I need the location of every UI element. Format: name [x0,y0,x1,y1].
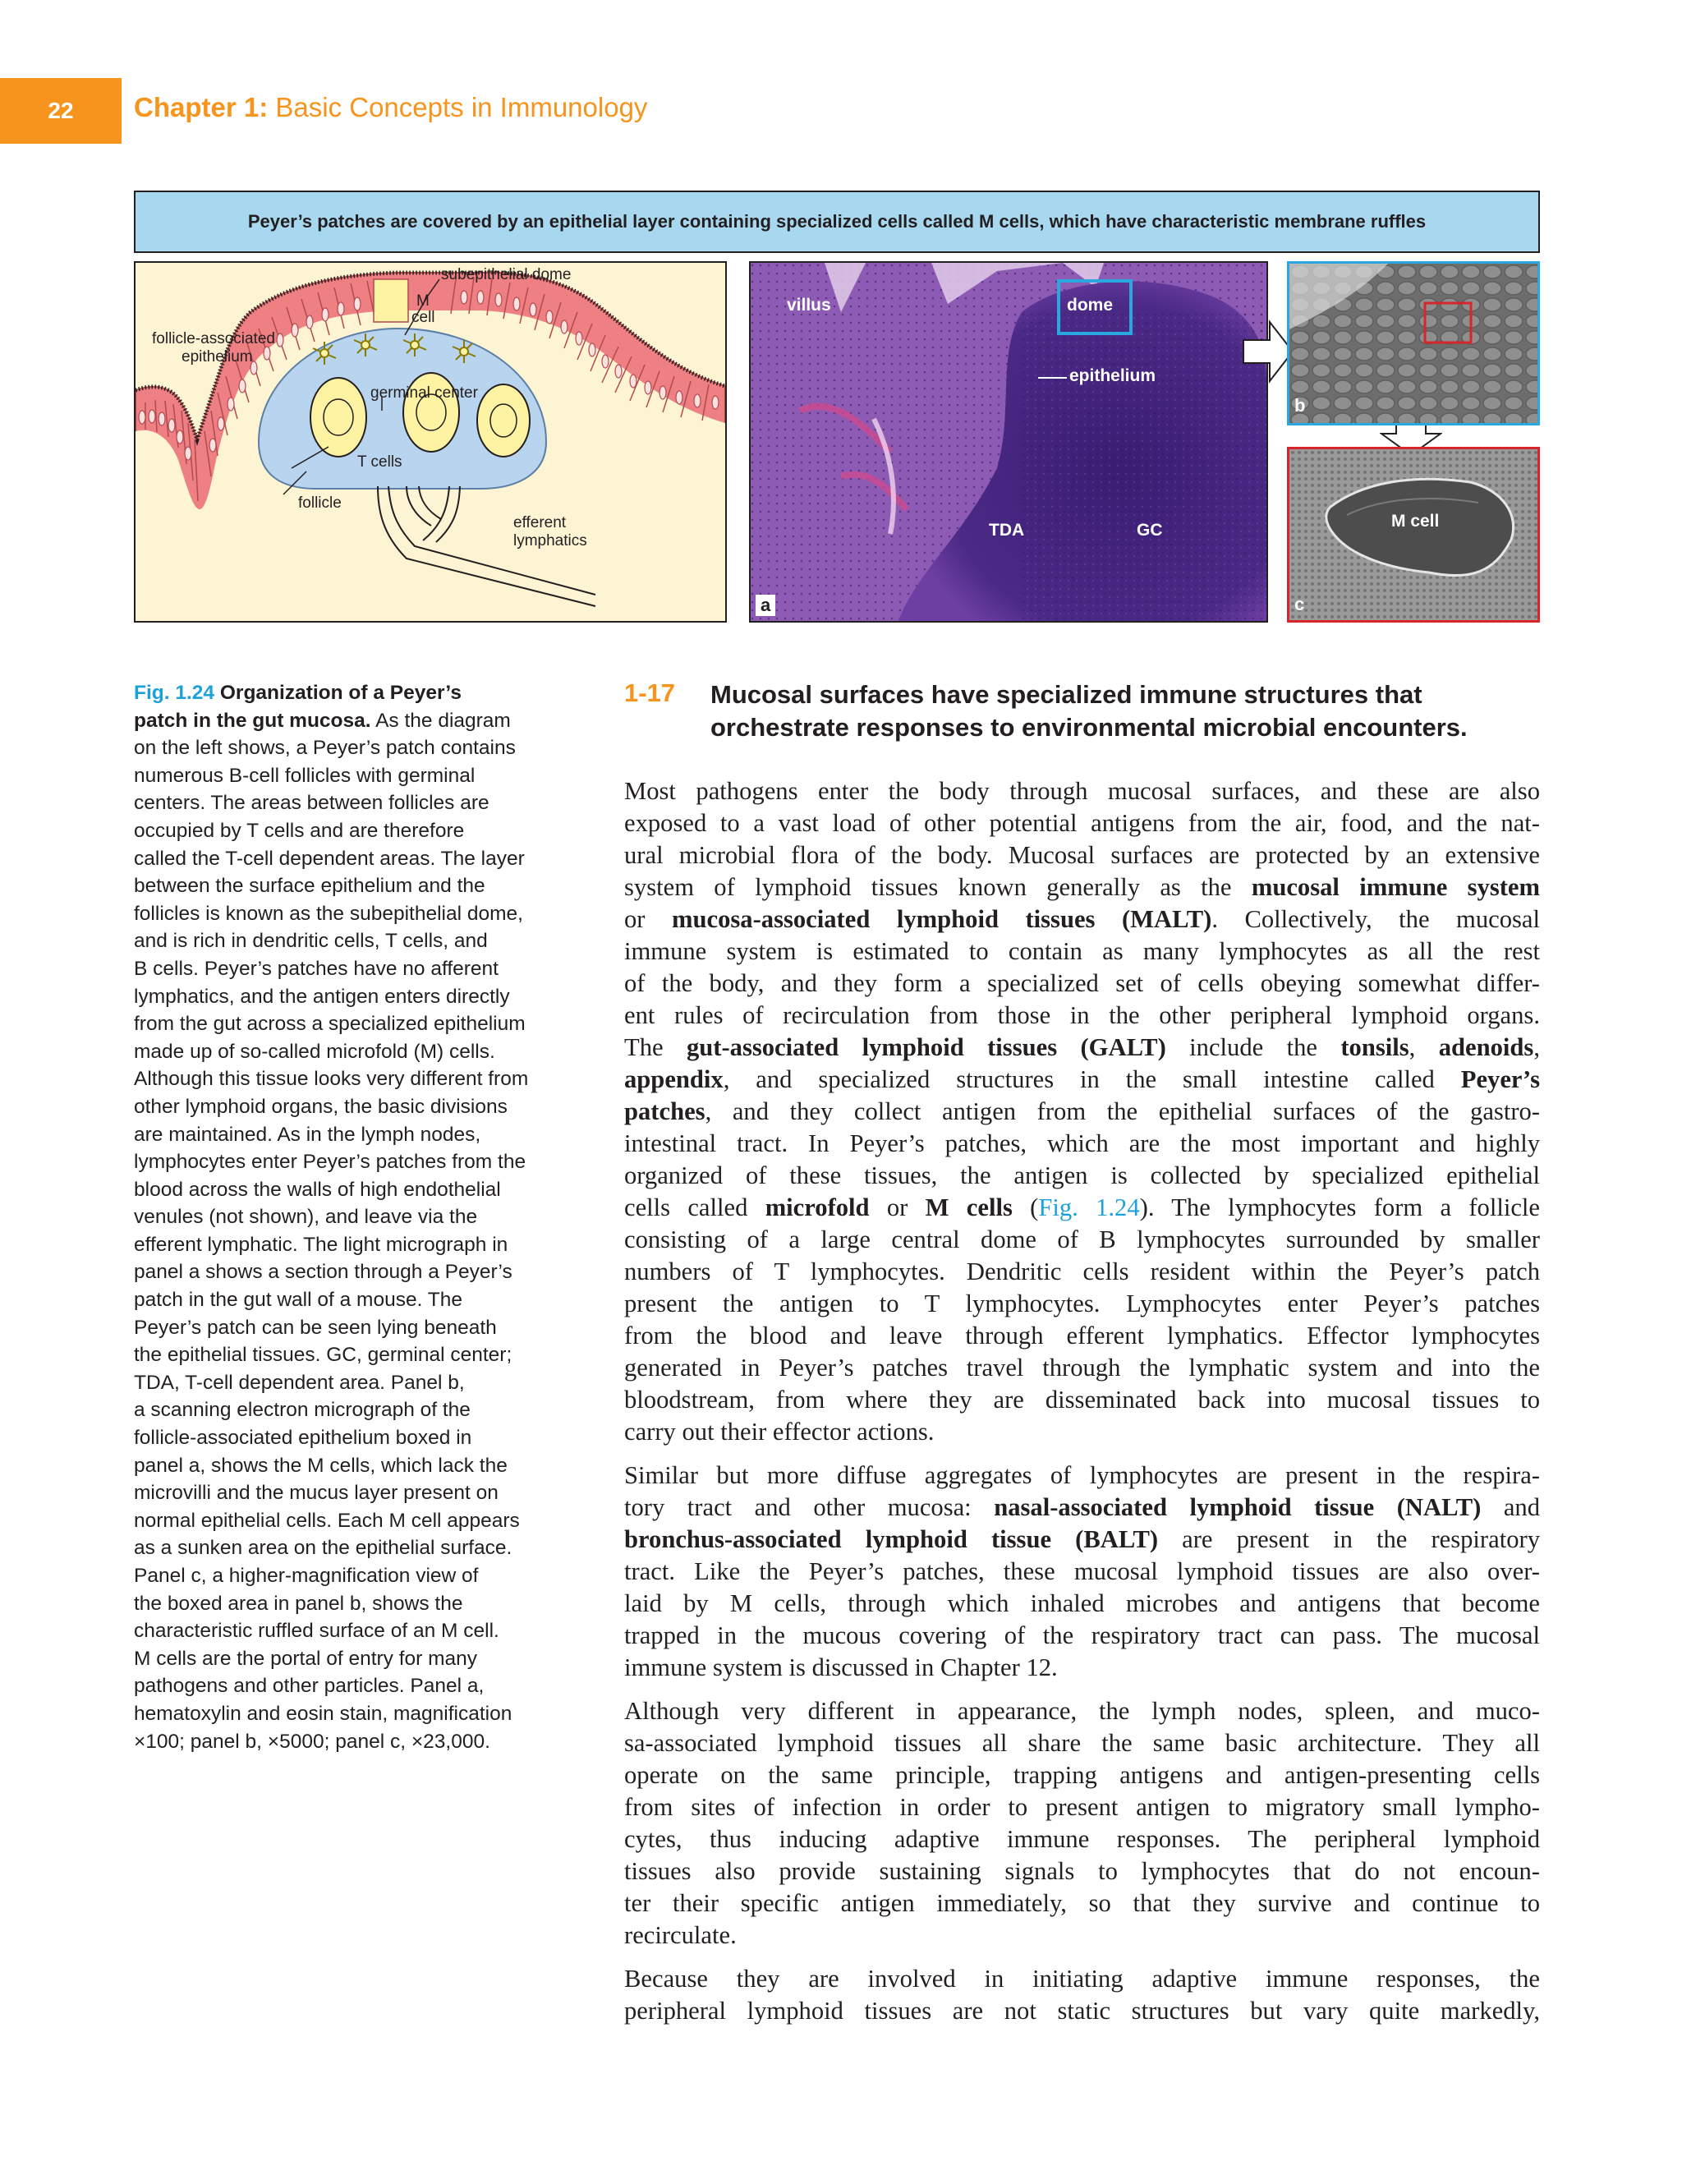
text-line: laid by M cells, through which inhaled microbes and antigens that become [624,1589,1540,1617]
text-run: ( [1012,1193,1039,1221]
label-villus: villus [787,296,831,315]
caption-line: numerous B-cell follicles with germinal [134,764,476,787]
caption-line: as a sunken area on the epithelial surface. [134,1537,512,1560]
text-run: , and they collect antigen from the epithelial surfaces of the gastro- [705,1097,1540,1125]
text-run: , [1533,1033,1540,1061]
text-run: are present in the respiratory [1158,1525,1540,1553]
chapter-label: Chapter 1: [134,92,269,122]
caption-fig-number: Fig. 1.24 [134,682,215,704]
text-run: and [1481,1493,1541,1521]
micrograph-panel-c [1287,447,1540,623]
figure-caption [134,679,577,1755]
panel-letter-b: b [1294,395,1306,416]
caption-line: B cells. Peyer’s patches have no afferent [134,957,499,980]
caption-line [134,679,577,707]
text-line: cytes, thus inducing adaptive immune responses. The peripheral lymphoid [624,1825,1540,1853]
caption-line: patch in the gut wall of a mouse. The [134,1289,462,1312]
sem-image-c [1289,449,1537,620]
term-peyers: Peyer’s [1460,1065,1540,1093]
text-line: generated in Peyer’s patches travel through the lymphatic system and into the [624,1354,1540,1382]
section-title [710,678,1468,744]
text-run: The [624,1033,687,1061]
micrograph-panel-a [749,261,1268,623]
text-line: of the body, and they form a specialized set of cells obeying somewhat differ- [624,969,1540,997]
caption-line: lymphocytes enter Peyer’s patches from the [134,1151,526,1174]
chapter-heading [134,92,647,123]
term-patches: patches [624,1097,705,1125]
label-efferent: efferent [513,514,567,531]
caption-line: lymphatics, and the antigen enters directly [134,985,510,1008]
text-line [624,1192,1540,1224]
micrograph-panel-b [1287,261,1540,425]
caption-line: a scanning electron micrograph of the [134,1399,471,1422]
text-line [624,1492,1540,1524]
term-appendix: appendix [624,1065,724,1093]
caption-line: Panel c, a higher-magnification view of [134,1565,479,1587]
section-title-line: Mucosal surfaces have specialized immune structures that [710,680,1422,709]
text-line: present the antigen to T lymphocytes. Lymphocytes enter Peyer’s patches [624,1290,1540,1317]
caption-line: Peyer’s patch can be seen lying beneath [134,1316,497,1339]
caption-line: M cells are the portal of entry for many [134,1647,478,1670]
label-epithelium: epithelium [182,348,253,366]
caption-line: panel a shows a section through a Peyer’s [134,1261,512,1284]
caption-text: As the diagram [375,709,511,732]
text-line [624,1032,1540,1064]
text-line: numbers of T lymphocytes. Dendritic cells resident within the Peyer’s patch [624,1258,1540,1285]
text-run: or [624,905,672,933]
caption-title: Organization of a Peyer’s [219,682,462,704]
text-line [624,1524,1540,1556]
text-line: sa-associated lymphoid tissues all share the same basic architecture. They all [624,1729,1540,1757]
label-lymphatics: lymphatics [513,532,587,549]
peyers-patch-diagram [134,261,727,623]
term-microfold: microfold [765,1193,870,1221]
term-mucosal-immune-system: mucosal immune system [1251,873,1540,901]
caption-title-cont: patch in the gut mucosa. [134,709,371,732]
text-run: or [869,1193,926,1221]
caption-line: blood across the walls of high endothelial [134,1178,501,1201]
caption-lines [134,734,577,1755]
text-line: ter their specific antigen immediately, so that they survive and continue to [624,1889,1540,1917]
label-dome: dome [1067,296,1114,315]
text-run: ). The lymphocytes form a follicle [1139,1193,1540,1221]
figure-banner: Peyer’s patches are covered by an epithelial layer containing specialized cells called M cells, which have characteristic membrane ruffles [134,191,1540,253]
label-follicle: follicle [298,494,342,512]
term-nalt: nasal-associated lymphoid tissue (NALT) [994,1493,1482,1521]
text-run: cells called [624,1193,765,1221]
text-run: , [1409,1033,1439,1061]
label-germinal-center: germinal center [370,384,478,402]
caption-line: normal epithelial cells. Each M cell appears [134,1509,520,1532]
section-title-line: orchestrate responses to environmental microbial encounters. [710,713,1468,742]
caption-line: and is rich in dendritic cells, T cells, and [134,930,488,953]
paragraph-1 [624,775,1540,1448]
caption-line: other lymphoid organs, the basic divisions [134,1095,508,1118]
text-run: , and specialized structures in the small intestine called [723,1065,1461,1093]
text-line: carry out their effector actions. [624,1418,935,1446]
label-epithelium-micrograph: epithelium [1069,366,1156,385]
text-line [624,1064,1540,1096]
caption-line: panel a, shows the M cells, which lack the [134,1454,508,1477]
caption-line: between the surface epithelium and the [134,875,485,898]
text-run: system of lymphoid tissues known generally as the [624,873,1252,901]
term-balt: bronchus-associated lymphoid tissue (BALT) [624,1525,1159,1553]
term-malt: mucosa-associated lymphoid tissues (MALT) [672,905,1212,933]
caption-line: are maintained. As in the lymph nodes, [134,1123,481,1146]
he-stain-image [751,263,1266,621]
text-line: ent rules of recirculation from those in the other peripheral lymphoid organs. [624,1001,1540,1029]
label-subepithelial-dome: subepithelial dome [441,266,572,283]
text-line: peripheral lymphoid tissues are not static structures but vary quite markedly, [624,1997,1540,2025]
label-t-cells: T cells [357,453,402,471]
caption-line: microvilli and the mucus layer present on [134,1482,499,1505]
caption-line: TDA, T-cell dependent area. Panel b, [134,1371,465,1394]
text-line: consisting of a large central dome of B lymphocytes surrounded by smaller [624,1225,1540,1253]
text-line: organized of these tissues, the antigen is collected by specialized epithelial [624,1161,1540,1189]
paragraph-3 [624,1695,1540,1952]
text-line: Because they are involved in initiating adaptive immune responses, the [624,1965,1540,1993]
term-adenoids: adenoids [1438,1033,1534,1061]
paragraph-2 [624,1460,1540,1684]
text-line [624,903,1540,936]
text-run: include the [1165,1033,1341,1061]
text-line: from sites of infection in order to present antigen to migratory small lympho- [624,1793,1540,1821]
caption-line: follicle-associated epithelium boxed in [134,1427,472,1450]
text-line: ural microbial flora of the body. Mucosal surfaces are protected by an extensive [624,841,1540,869]
caption-line: hematoxylin and eosin stain, magnification [134,1702,512,1725]
term-tonsils: tonsils [1340,1033,1409,1061]
text-line [624,1096,1540,1128]
label-m-cell: M cell [1391,512,1440,531]
m-cell-shape [374,279,408,322]
text-line: immune system is discussed in Chapter 12. [624,1653,1058,1681]
paragraph-4 [624,1963,1540,2027]
text-line: trapped in the mucous covering of the respiratory tract can pass. The mucosal [624,1621,1540,1649]
text-line: bloodstream, from where they are disseminated back into mucosal tissues to [624,1386,1540,1414]
text-line: Similar but more diffuse aggregates of lymphocytes are present in the respira- [624,1461,1540,1489]
caption-line: the epithelial tissues. GC, germinal center; [134,1344,512,1367]
text-line: recirculate. [624,1921,737,1949]
text-line [624,871,1540,903]
caption-line: venules (not shown), and leave via the [134,1206,478,1229]
caption-line: the boxed area in panel b, shows the [134,1592,463,1615]
caption-line: follicles is known as the subepithelial dome, [134,902,523,925]
text-line: intestinal tract. In Peyer’s patches, which are the most important and highly [624,1129,1540,1157]
caption-line: on the left shows, a Peyer’s patch contains [134,737,516,760]
body-text [624,775,1540,2039]
sem-image-b [1289,264,1537,423]
caption-line: ×100; panel b, ×5000; panel c, ×23,000. [134,1730,490,1753]
caption-line: characteristic ruffled surface of an M cell. [134,1620,499,1643]
text-line: tissues also provide sustaining signals to lymphocytes that do not encoun- [624,1857,1540,1885]
text-line: immune system is estimated to contain as many lymphocytes as all the rest [624,937,1540,965]
text-line: Most pathogens enter the body through mucosal surfaces, and these are also [624,777,1540,805]
caption-line: Although this tissue looks very different from [134,1068,529,1091]
term-galt: gut-associated lymphoid tissues (GALT) [686,1033,1166,1061]
label-tda: TDA [989,521,1025,540]
text-run: tory tract and other mucosa: [624,1493,995,1521]
caption-line: occupied by T cells and are therefore [134,819,465,842]
caption-line [134,707,577,735]
label-cell: cell [411,309,435,326]
caption-line: called the T-cell dependent areas. The layer [134,847,525,870]
text-line: from the blood and leave through efferent lymphatics. Effector lymphocytes [624,1322,1540,1349]
page-number: 22 [0,78,122,144]
chapter-title: Basic Concepts in Immunology [275,92,648,122]
text-line: Although very different in appearance, the lymph nodes, spleen, and muco- [624,1697,1540,1725]
panel-letter-c: c [1294,594,1305,614]
figure-reference-link[interactable]: Fig. 1.24 [1038,1193,1140,1221]
text-run: . Collectively, the mucosal [1211,905,1540,933]
caption-line: efferent lymphatic. The light micrograph in [134,1233,508,1256]
caption-line: made up of so-called microfold (M) cells. [134,1040,495,1063]
caption-line: pathogens and other particles. Panel a, [134,1675,485,1698]
section-number: 1-17 [624,678,676,707]
label-follicle-associated: follicle-associated [152,330,275,347]
text-line: exposed to a vast load of other potential antigens from the air, food, and the nat- [624,809,1540,837]
caption-line: from the gut across a specialized epithelium [134,1013,526,1036]
text-line: tract. Like the Peyer’s patches, these mucosal lymphoid tissues are also over- [624,1557,1540,1585]
text-line: operate on the same principle, trapping antigens and antigen-presenting cells [624,1761,1540,1789]
label-m: M [416,292,430,310]
caption-line: centers. The areas between follicles are [134,792,489,815]
label-gc: GC [1137,521,1163,540]
term-m-cells: M cells [925,1193,1013,1221]
panel-letter-a: a [756,595,775,616]
